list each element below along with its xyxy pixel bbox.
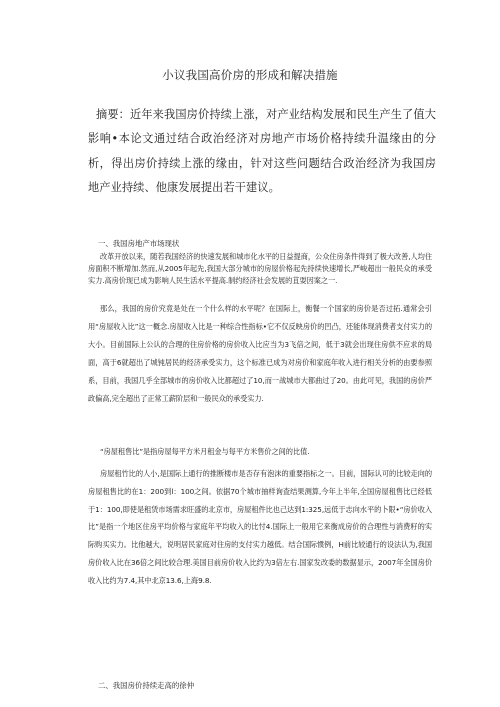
paragraph-price-income-ratio: 那么，我国的房价究竟是处在一个什么样的水平呢？在国际上，衡餐一个国家的房价是否过拓.通常会引用“房屋收入比”这一概念.房屋收入比是一种综合性指标•它不仅反映房价的凹凸，还能体现消费者支付实力的大小。目前国际上公认的合理的住房价格的房价收入比应当为3飞倍之间，低于3就会出现住房供不应求的局面，高于6就超出了城钝居民的经济承受实力，这个标准已成为对房价和家庭年收入进行相关分析的由要参照系，目前，我国几乎全部城市的房价收入比都超过了10,而一战城市大都曲过了20。由此可见，我国的房价严政偏高,完全超出了正常工薪阶层和一般民众的承受实力.	[88, 304, 432, 403]
paragraph-market-status: 改革开放以来，随若我国经济的快速发展和城市化水平的日益提商，公众住房条件得到了极大改善,人均住房面积不断增加.然而,从2005年起先,我国大部分城市的房屋价格起先持续快速增长,严峻超出一般民众的承受实力.高房价现已成为影响人民生活水平提高.制约经济社会发展的苴耍因案之一.	[88, 252, 432, 286]
paragraph-rent-sale-ratio: 房屋租竹比的人小,是国际上通行的推断楼市是否存有泡沫的重要指标之一。目前，国际认可的比较走向的房屋租售比的在1：200到l：100之间。依据70个城市抽样询査结果测算,今年上半年,全国房屋租售比已经低于1：100,即使是租赁市场需求旺盛的北京市，房屋租件比也己达到1:325,远低于志向水平的卜限•“房价收入比”是指一个地区住房平均价格与家庭年平均收入的比忖4.国际上一般用它来衡成房价的合理性与消费籽的实际购买实力。比他越大，说明居民家庭对住房的支付实力越低。结合国际惯例，H前比较通行的设法认为,我国房价收入比在36倍之间比较合理.美国目前房价收入比约为3倍左右.国家发改委的数据显示，2007年全国房价收入比约为7.4,其中北京13.6,上海9.8.	[88, 469, 432, 585]
abstract-paragraph: 摘要：近年来我国房价持续上涨，对产业结构发展和民生产生了值大影响•本论文通过结合政治经济对房地产市场价格持续升温缘由的分析，得出房价持续上涨的缘由，针对这些问题结合政治经济为我国房地产业持续、他康发展提出若干建议。	[88, 108, 436, 194]
section-heading-2: 二、我国房价持续走高的徐仲	[98, 681, 195, 690]
paragraph-rent-sale-definition: “房屋租售比”是指房屋每平方米月租金与每平方米售价之间的比值.	[100, 447, 310, 456]
section-heading-1: 一、我国房地产市场现状	[98, 239, 180, 248]
document-title: 小议我国高价房的形成和解决措施	[162, 68, 338, 82]
